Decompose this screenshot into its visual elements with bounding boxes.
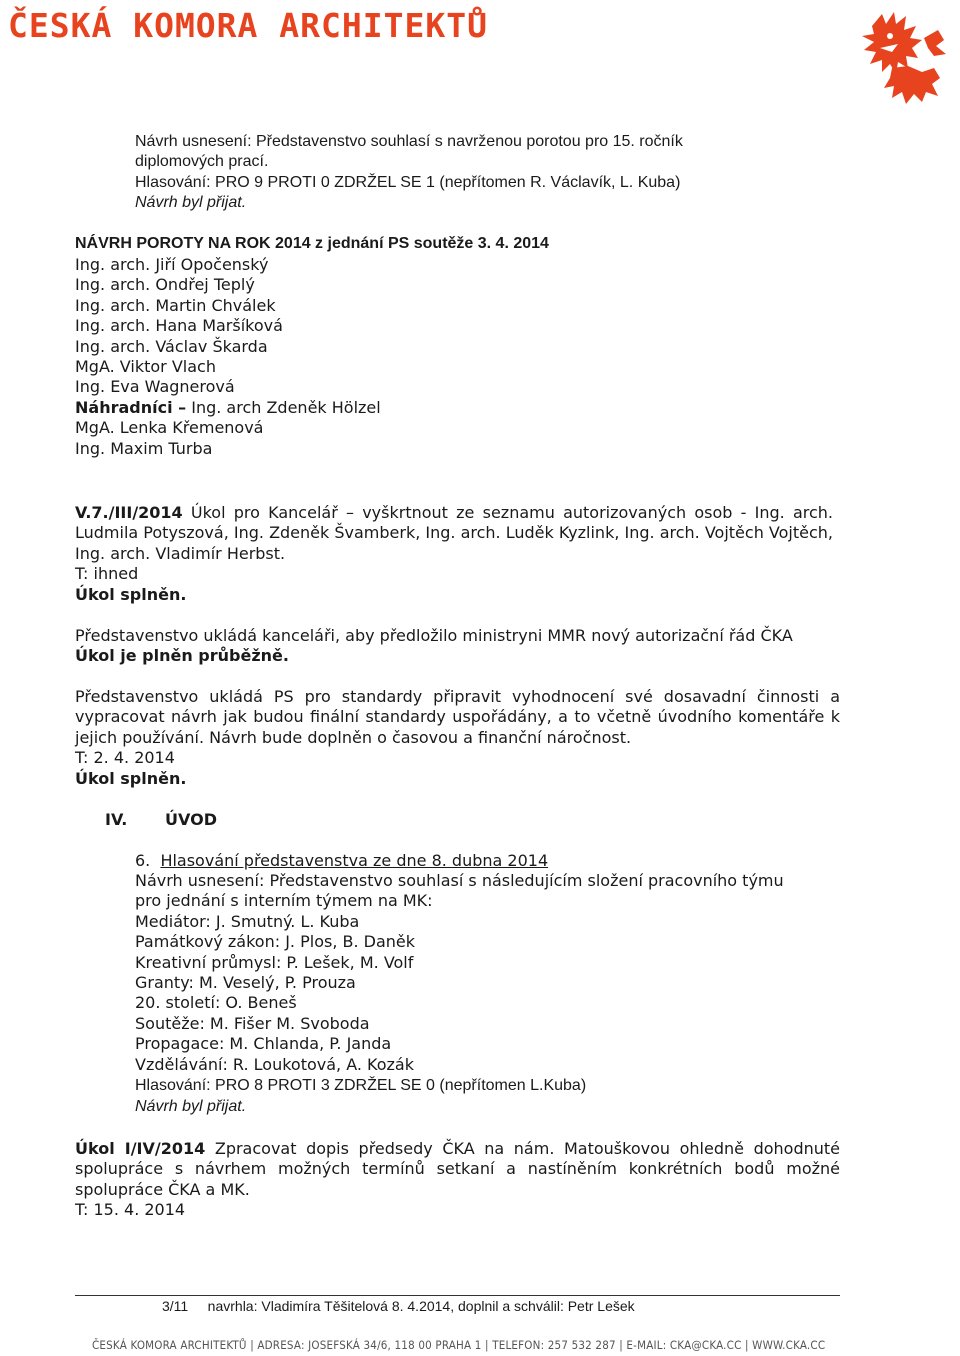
task-status: Úkol splněn. [75,769,187,788]
contact-bar: ČESKÁ KOMORA ARCHITEKTŮ | ADRESA: JOSEFSKÁ 34/6, 118 00 PRAHA 1 | TELEFON: 257 532 287 | E-MAIL: CKA@CKA.CC | WWW.CKA.CC [92,1338,826,1352]
authorship-note: navrhla: Vladimíra Těšitelová 8. 4.2014, doplnil a schválil: Petr Lešek [207,1298,635,1314]
task-text: Představenstvo ukládá PS pro standardy připravit vyhodnocení své dosavadní činnosti a vypracovat návrh jak budou finální standardy uspořádány, a to včetně úvodního komentáře k jejich používání. Návrh bude doplněn o časovou a finanční náročnost. [75,687,840,747]
substitutes-label: Náhradníci – [75,397,187,417]
substitute: Ing. arch Zdeněk Hölzel [186,397,381,417]
section-title: ÚVOD [165,810,217,829]
jury-member: Ing. arch. Václav Škarda [75,336,268,356]
task-text: Zpracovat dopis předsedy ČKA na nám. Matouškovou ohledně dohodnuté spolupráce s návrhem možných termínů setkaní a nastíněním konkrétních bodů možné spolupráce ČKA a MK. [75,1139,840,1199]
section-number: IV. [105,810,128,829]
vote-line: pro jednání s interním týmem na MK: [135,891,433,911]
footer-note [162,1298,635,1314]
vote-line: Památkový zákon: J. Plos, B. Daněk [135,932,416,952]
motion-result: Návrh byl přijat. [135,194,247,211]
jury-member: Ing. arch. Hana Maršíková [75,316,283,336]
vote-title: Hlasování představenstva ze dne 8. dubna 2014 [160,851,549,870]
page-number: 3/11 [162,1298,189,1314]
task-deadline: T: 2. 4. 2014 [75,748,175,767]
task-status: Úkol je plněn průběžně. [75,646,289,665]
jury-member: MgA. Viktor Vlach [75,357,216,377]
substitute: MgA. Lenka Křemenová [75,418,264,438]
task-paragraph [75,503,833,564]
vote-line: Soutěže: M. Fišer M. Svoboda [135,1013,370,1033]
task-text: Úkol pro Kancelář – vyškrtnout ze seznamu autorizovaných osob - Ing. arch. Ludmila Potyszová, Ing. Zdeněk Švamberk, Ing. arch. Luděk Kyzlink, Ing. arch. Vojtěch Vojtěch, Ing. arch. Vladimír Herbst. [75,503,833,563]
jury-heading: NÁVRH POROTY NA ROK 2014 z jednání PS soutěže 3. 4. 2014 [75,235,549,252]
task-deadline: T: ihned [75,564,139,583]
jury-member: Ing. arch. Ondřej Teplý [75,275,255,295]
vote-line: Propagace: M. Chlanda, P. Janda [135,1034,392,1054]
task-text: Představenstvo ukládá kanceláři, aby předložilo ministryni MMR nový autorizační řád ČKA [75,626,793,645]
task-id: V.7./III/2014 [75,503,183,522]
substitute: Ing. Maxim Turba [75,438,213,458]
vote-heading [135,851,548,871]
lion-logo-icon [852,8,952,108]
motion-line: diplomových prací. [135,153,269,170]
vote-result: Hlasování: PRO 9 PROTI 0 ZDRŽEL SE 1 (nepřítomen R. Václavík, L. Kuba) [135,174,681,191]
jury-member: Ing. Eva Wagnerová [75,377,235,397]
vote-line: Granty: M. Veselý, P. Prouza [135,973,356,993]
vote-line: Návrh usnesení: Představenstvo souhlasí s následujícím složení pracovního týmu [135,871,784,890]
jury-member: Ing. arch. Martin Chválek [75,295,276,315]
task-deadline: T: 15. 4. 2014 [75,1200,186,1219]
substitutes-line [75,398,381,418]
vote-body [135,871,784,1075]
motion-line: Návrh usnesení: Představenstvo souhlasí s navrženou porotou pro 15. ročník [135,133,683,150]
vote-result: Hlasování: PRO 8 PROTI 3 ZDRŽEL SE 0 (nepřítomen L.Kuba) [135,1077,587,1094]
organization-name: ČESKÁ KOMORA ARCHITEKTŮ [8,6,488,45]
task-paragraph [75,1139,840,1200]
vote-line: Kreativní průmysl: P. Lešek, M. Volf [135,952,414,972]
footer-divider [75,1295,840,1296]
vote-line: Mediátor: J. Smutný. L. Kuba [135,911,360,931]
vote-line: 20. století: O. Beneš [135,993,297,1013]
motion-result: Návrh byl přijat. [135,1098,247,1115]
jury-list [75,255,381,459]
task-id: Úkol I/IV/2014 [75,1139,206,1158]
vote-number: 6. [135,851,151,870]
task-status: Úkol splněn. [75,585,187,604]
jury-member: Ing. arch. Jiří Opočenský [75,255,269,274]
vote-line: Vzdělávání: R. Loukotová, A. Kozák [135,1054,414,1074]
